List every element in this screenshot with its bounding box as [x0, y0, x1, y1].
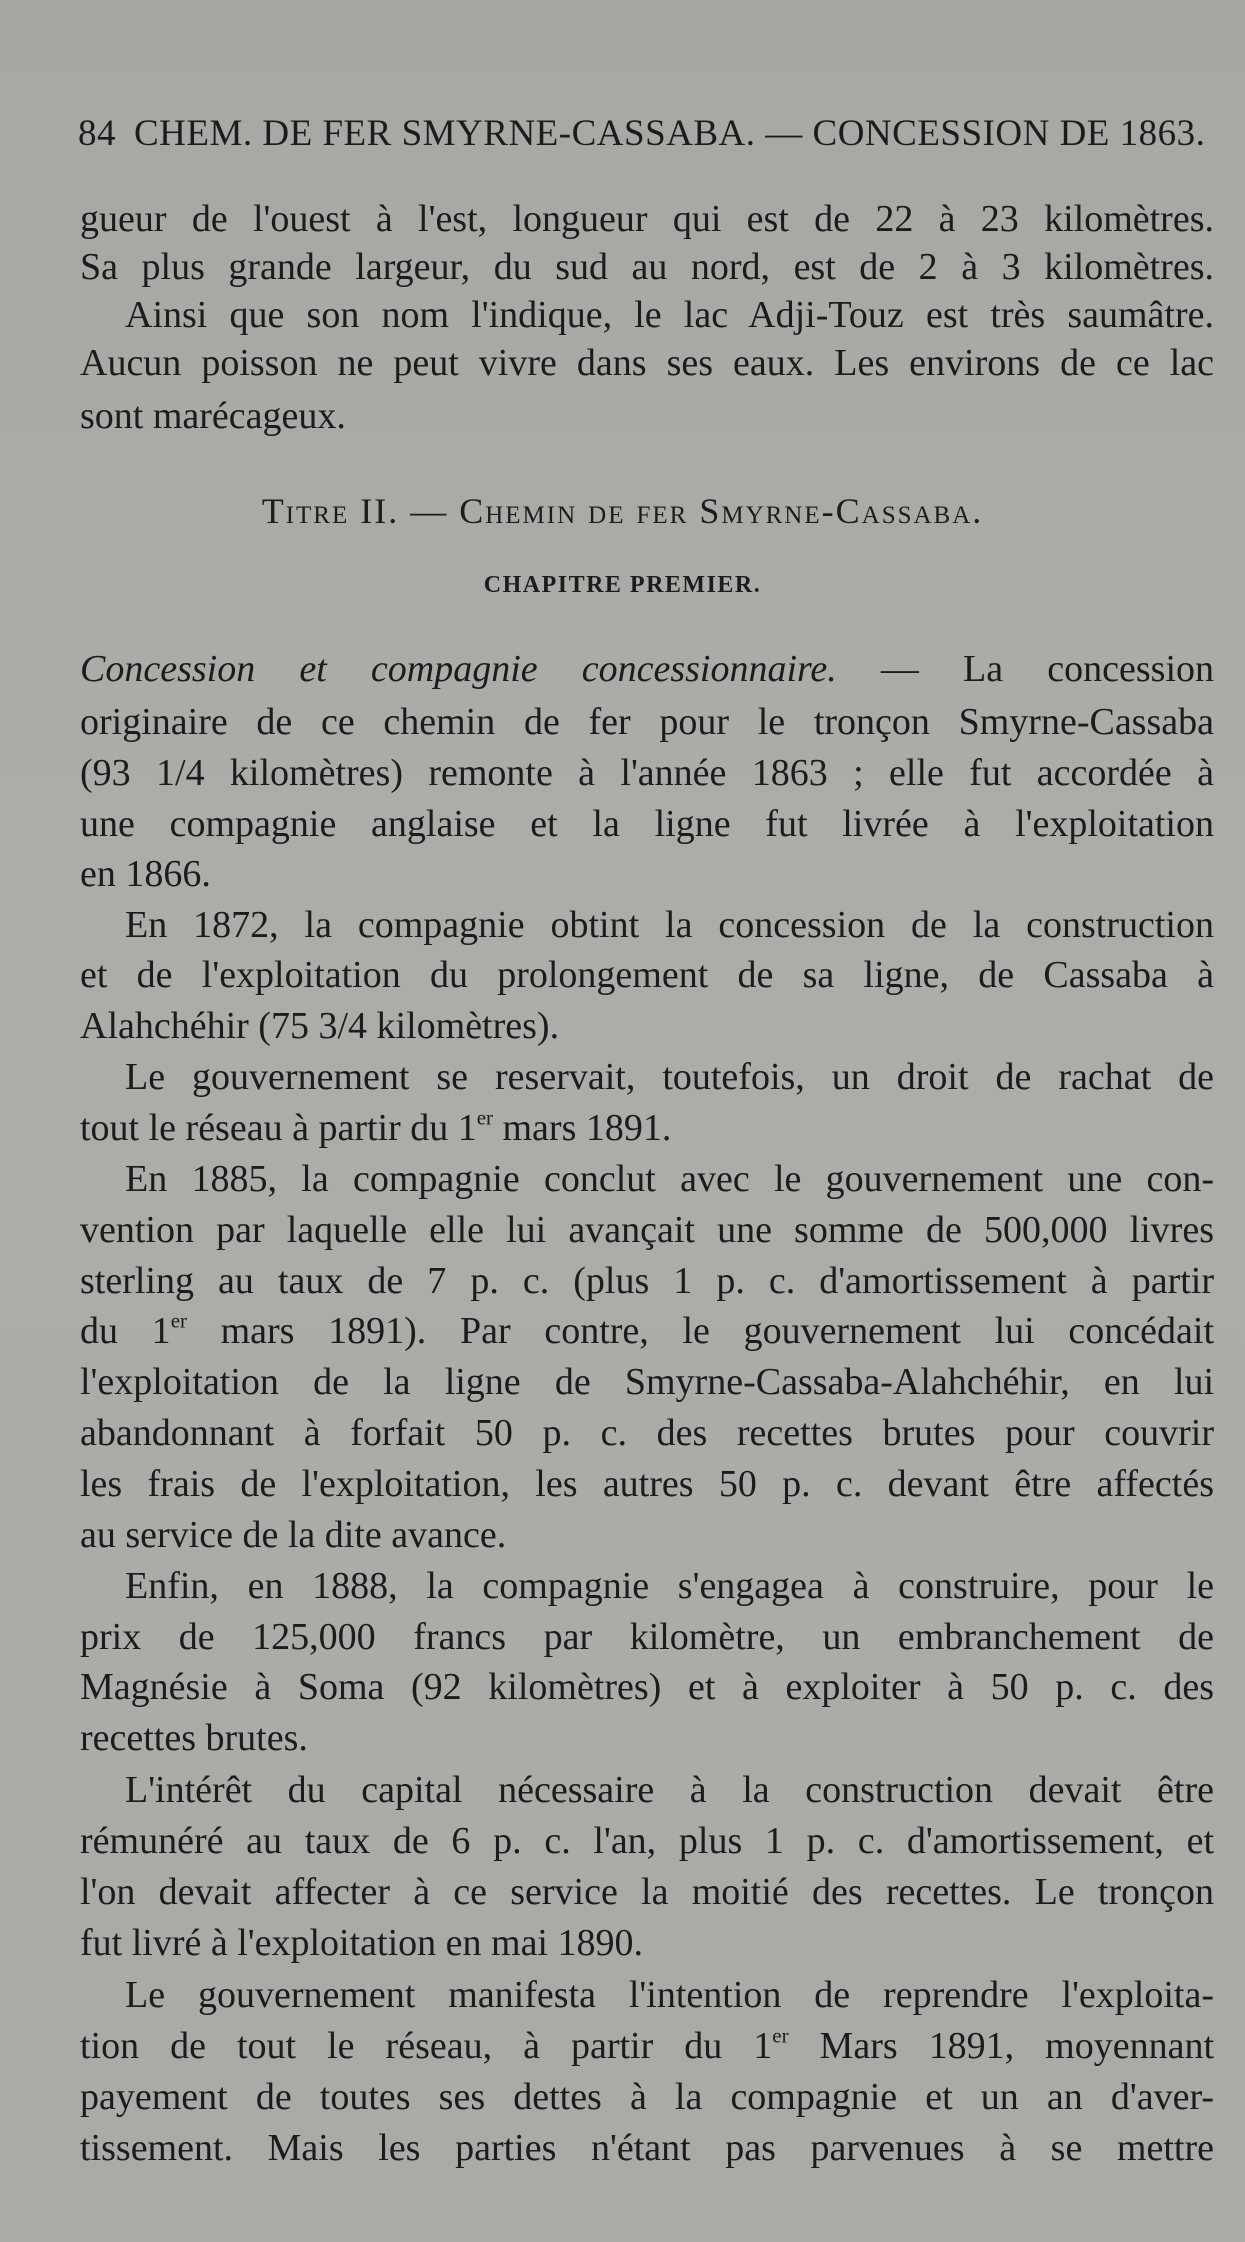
text-line: (93 1/4 kilomètres) remonte à l'année 1863 ; elle fut accordée à [80, 752, 1214, 794]
text-line: gueur de l'ouest à l'est, longueur qui est de 22 à 23 kilomètres. [80, 198, 1214, 240]
text-line: En 1872, la compagnie obtint la concession de la construction [125, 904, 1214, 946]
text-line: sterling au taux de 7 p. c. (plus 1 p. c. d'amortissement à partir [80, 1260, 1214, 1302]
text-line: tissement. Mais les parties n'étant pas parvenues à se mettre [80, 2127, 1214, 2169]
text-line: l'exploitation de la ligne de Smyrne-Cassaba-Alahchéhir, en lui [80, 1361, 1214, 1403]
text-line: Le gouvernement se reservait, toutefois, un droit de rachat de [125, 1056, 1214, 1098]
text-line: en 1866. [80, 853, 211, 895]
text-line: fut livré à l'exploitation en mai 1890. [80, 1922, 643, 1964]
text-line: En 1885, la compagnie conclut avec le gouvernement une con- [125, 1158, 1214, 1200]
text-line: payement de toutes ses dettes à la compagnie et un an d'aver- [80, 2076, 1214, 2118]
superscript: er [772, 2023, 789, 2048]
titre-heading: Titre II. — Chemin de fer Smyrne-Cassaba. [261, 491, 984, 531]
text-line: tout le réseau à partir du 1er mars 1891. [80, 1105, 672, 1149]
text-line: au service de la dite avance. [80, 1514, 507, 1556]
text-line: tion de tout le réseau, à partir du 1er Mars 1891, moyennant [80, 2023, 1215, 2067]
text-line: les frais de l'exploitation, les autres 50 p. c. devant être affectés [80, 1463, 1214, 1505]
text-line: sont marécageux. [80, 395, 346, 437]
text-line: Aucun poisson ne peut vivre dans ses eaux. Les environs de ce lac [80, 342, 1214, 384]
text-line: vention par laquelle elle lui avançait une somme de 500,000 livres [80, 1209, 1214, 1251]
running-title: CHEM. DE FER SMYRNE-CASSABA. — CONCESSION DE 1863. [134, 113, 1206, 154]
text-line: prix de 125,000 francs par kilomètre, un embranchement de [80, 1616, 1214, 1658]
text-line: l'on devait affecter à ce service la moitié des recettes. Le tronçon [80, 1871, 1214, 1913]
section-title: Concession et compagnie concessionnaire. [80, 648, 837, 690]
text-line: rémunéré au taux de 6 p. c. l'an, plus 1 p. c. d'amortissement, et [80, 1820, 1214, 1862]
text-line: Le gouvernement manifesta l'intention de reprendre l'exploita- [125, 1974, 1214, 2016]
text-line: L'intérêt du capital nécessaire à la construction devait être [125, 1769, 1214, 1811]
text-line: Magnésie à Soma (92 kilomètres) et à exploiter à 50 p. c. des [80, 1666, 1214, 1708]
running-head [78, 112, 1206, 155]
text-line: du 1er mars 1891). Par contre, le gouvernement lui concédait [80, 1308, 1215, 1352]
text-line: Ainsi que son nom l'indique, le lac Adji-Touz est très saumâtre. [125, 294, 1214, 336]
page-number: 84 [78, 113, 116, 154]
text-line: originaire de ce chemin de fer pour le tronçon Smyrne-Cassaba [80, 701, 1214, 743]
text-line: abandonnant à forfait 50 p. c. des recettes brutes pour couvrir [80, 1412, 1214, 1454]
text-line: Alahchéhir (75 3/4 kilomètres). [80, 1005, 560, 1047]
text-line: Enfin, en 1888, la compagnie s'engagea à construire, pour le [125, 1565, 1214, 1607]
text-line: Concession et compagnie concessionnaire. — La concession [80, 648, 1214, 690]
chapitre-heading: CHAPITRE PREMIER. [483, 572, 762, 598]
text-line: une compagnie anglaise et la ligne fut livrée à l'exploitation [80, 803, 1214, 845]
superscript: er [170, 1308, 187, 1333]
text-line: Sa plus grande largeur, du sud au nord, est de 2 à 3 kilomètres. [80, 246, 1214, 288]
text-line: et de l'exploitation du prolongement de sa ligne, de Cassaba à [80, 954, 1214, 996]
text-line: recettes brutes. [80, 1717, 308, 1759]
superscript: er [476, 1105, 493, 1130]
